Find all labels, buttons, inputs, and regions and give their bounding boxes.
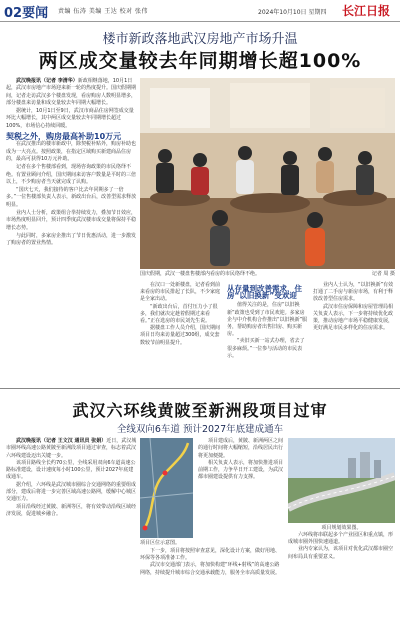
editor-credits: 责编 伍涛 美编 王达 校对 张伟	[58, 8, 149, 15]
story1-subhead: 契税之外，购房最高补助10万元	[6, 132, 122, 142]
story1-kicker: 楼市新政落地武汉房地产市场升温	[102, 32, 298, 47]
story1-paragraph: “新政出台后，首付压力小了很多，我们就决定趁着假期过来看看。”正在选房的市民刘先生说。	[140, 303, 218, 325]
story1-paragraph: 与此同时，多家房企推出了节日优惠活动，进一步激发了购房者的置业热情。	[6, 232, 137, 247]
issue-date: 2024年10月10日 星期四	[258, 9, 327, 16]
story2-paragraph: 业内专家认为，该项目对优化武汉都市圈空间布局具有重要意义。	[288, 546, 394, 560]
story1-byline: 武汉晚报讯（记者 李清华）	[16, 78, 78, 84]
story2-paragraph: 据介绍，六环线是武汉城市圈综合交通网络的重要组成部分，建成后将进一步完善区域高速公路网，缓解中心城区交通压力。	[6, 481, 137, 503]
masthead-logo: 长江日报	[342, 4, 391, 18]
story2-text-column-bottom	[140, 548, 284, 577]
story2-paragraph: 相关负责人表示，将加快推进项目前期工作，力争早日开工建设，为武汉都市圈建设提供有力支撑。	[198, 459, 284, 481]
story2-paragraph: 武汉市交通部门表示，将加快构建“环线+射线”的高速公路网络，持续提升城市综合交通承载能力，服务全市高质量发展。	[140, 562, 281, 576]
story1-paragraph: 记者在多个售楼部看到，现场咨询政策的市民络绎不绝。有置业顾问介绍，国庆期间来访客户数量是平时的三倍以上，不少购房者当天就完成了认购。	[6, 164, 137, 185]
route-map-illustration	[140, 438, 193, 538]
story1-photo	[140, 78, 395, 269]
story2-text-column-left	[6, 438, 138, 518]
story2-rendering-image	[288, 438, 395, 523]
story2-map-caption: 项目区位示意图。	[140, 540, 181, 546]
story2-paragraph: 下一步，项目将按照审查意见，深化设计方案，做好用地、环保等各项准备工作。	[140, 548, 281, 562]
story2-headline: 武汉六环线黄陂至新洲段项目过审	[72, 401, 328, 420]
story2-lead: 武汉晚报讯（记者 王文汉 通讯员 张娟）近日，武汉城市圈环线高速公路黄陂至新洲段项目通过审查，标志着武汉六环线建设迈出关键一步。	[6, 438, 137, 459]
page-number: 02要闻	[4, 6, 49, 21]
story2-paragraph: 六环线将串联起多个产业园区和重点镇，形成城市圈外围快速通道。	[288, 532, 394, 546]
story2-kicker: 全线双向6车道 预计2027年底建成通车	[116, 424, 284, 435]
story1-text-column-middle	[140, 282, 222, 347]
story2-byline: 武汉晚报讯（记者 王文汉 通讯员 张娟）	[16, 438, 107, 444]
story2-paragraph: 项目建成后，黄陂、新洲两区之间的通行时间将大幅缩短，沿线居民出行将更加便捷。	[198, 438, 284, 459]
story2-text-column-middle	[198, 438, 284, 482]
story1-paragraph: “国庆七天，我们接待的客户比去年同期多了一倍多。”一位售楼部负责人表示，新政出台后，改善型需求释放明显。	[6, 187, 137, 208]
story1-lead: 武汉晚报讯（记者 李清华）新政相继落地，10月1日起，武汉市房地产市场迎来新一轮的热度提升。国庆假期期间，记者走访武汉多个楼盘发现，看房购房人数明显增多，部分楼盘来访量和成交量较去年同期大幅增长。	[6, 78, 137, 106]
story2-paragraph: 项目沿线经过黄陂、新洲等区，将有效带动沿线区域经济发展，促进城乡融合。	[6, 503, 137, 517]
story1-text-column-right	[227, 282, 309, 360]
story-divider	[0, 388, 400, 389]
page-header	[0, 0, 400, 22]
story1-paragraph: “卖旧买新一站式办理，省去了很多麻烦。”一位参与活动的市民表示。	[227, 338, 305, 359]
story1-paragraph: 武汉市住房保障和房屋管理局相关负责人表示，下一步将持续优化政策，推动房地产市场平稳健康发展，更好满足市民多样化的住房需求。	[313, 303, 394, 332]
story1-paragraph: 在汉口一处新楼盘，记者看到前来看房的市民排起了长队，不少家庭是全家出动。	[140, 282, 221, 303]
highway-rendering-illustration	[288, 438, 395, 523]
story1-paragraph: 值得关注的是，住房“以旧换新”政策也受到了市民欢迎。多家房企与中介机构合作推出“以旧换新”服务，帮助购房者出售旧房、购买新房。	[227, 302, 308, 338]
story2-rendering-caption: 项目规划效果图。	[321, 525, 362, 531]
story1-paragraph: 据统计，10月1日至9日，武汉市商品住房网签成交量环比大幅增长，其中两区成交量较去年同期增长超过100%，市场信心持续回暖。	[6, 108, 134, 129]
story1-text-column-left	[6, 78, 138, 249]
story1-headline: 两区成交量较去年同期增长超100%	[38, 50, 362, 72]
story1-subhead: 从存量到改善需求，住房“以旧换新”受欢迎	[227, 284, 302, 301]
story1-paragraph: 业内人士分析，政策组合拳持续发力，叠加节日效应，市场热度明显回升，预计四季度武汉楼市成交量将保持平稳增长态势。	[6, 210, 137, 231]
story2-text-column-right	[288, 532, 395, 561]
story1-text-column-far-right	[313, 282, 395, 332]
story2-map-image	[140, 438, 193, 538]
story2-paragraph: 该项目路线全长约70公里，全线采用双向6车道高速公路标准建设，设计速度每小时100公里，预计2027年底建成通车。	[6, 459, 136, 481]
story1-paragraph: 在武汉推出的楼市新政中，除契税补贴外，购房补助也成为一大亮点。按照政策，在指定区域购买新建商品住房的，最高可获得10万元补助。	[6, 141, 137, 162]
story1-photo-caption: 国庆假期，武汉一楼盘售楼部内看房的市民络绎不绝。 记者 周 摄	[140, 271, 395, 277]
photo-credit: 记者 周 摄	[371, 271, 395, 277]
sales-office-photo-illustration	[140, 78, 395, 269]
story1-paragraph: 据楼盘工作人员介绍，国庆期间项目日均来访量超过300组，成交套数较节前明显提升。	[140, 325, 221, 346]
story1-paragraph: 业内人士认为，“以旧换新”有效打通了二手房与新房市场，有利于释放改善型住房需求。	[313, 282, 394, 303]
